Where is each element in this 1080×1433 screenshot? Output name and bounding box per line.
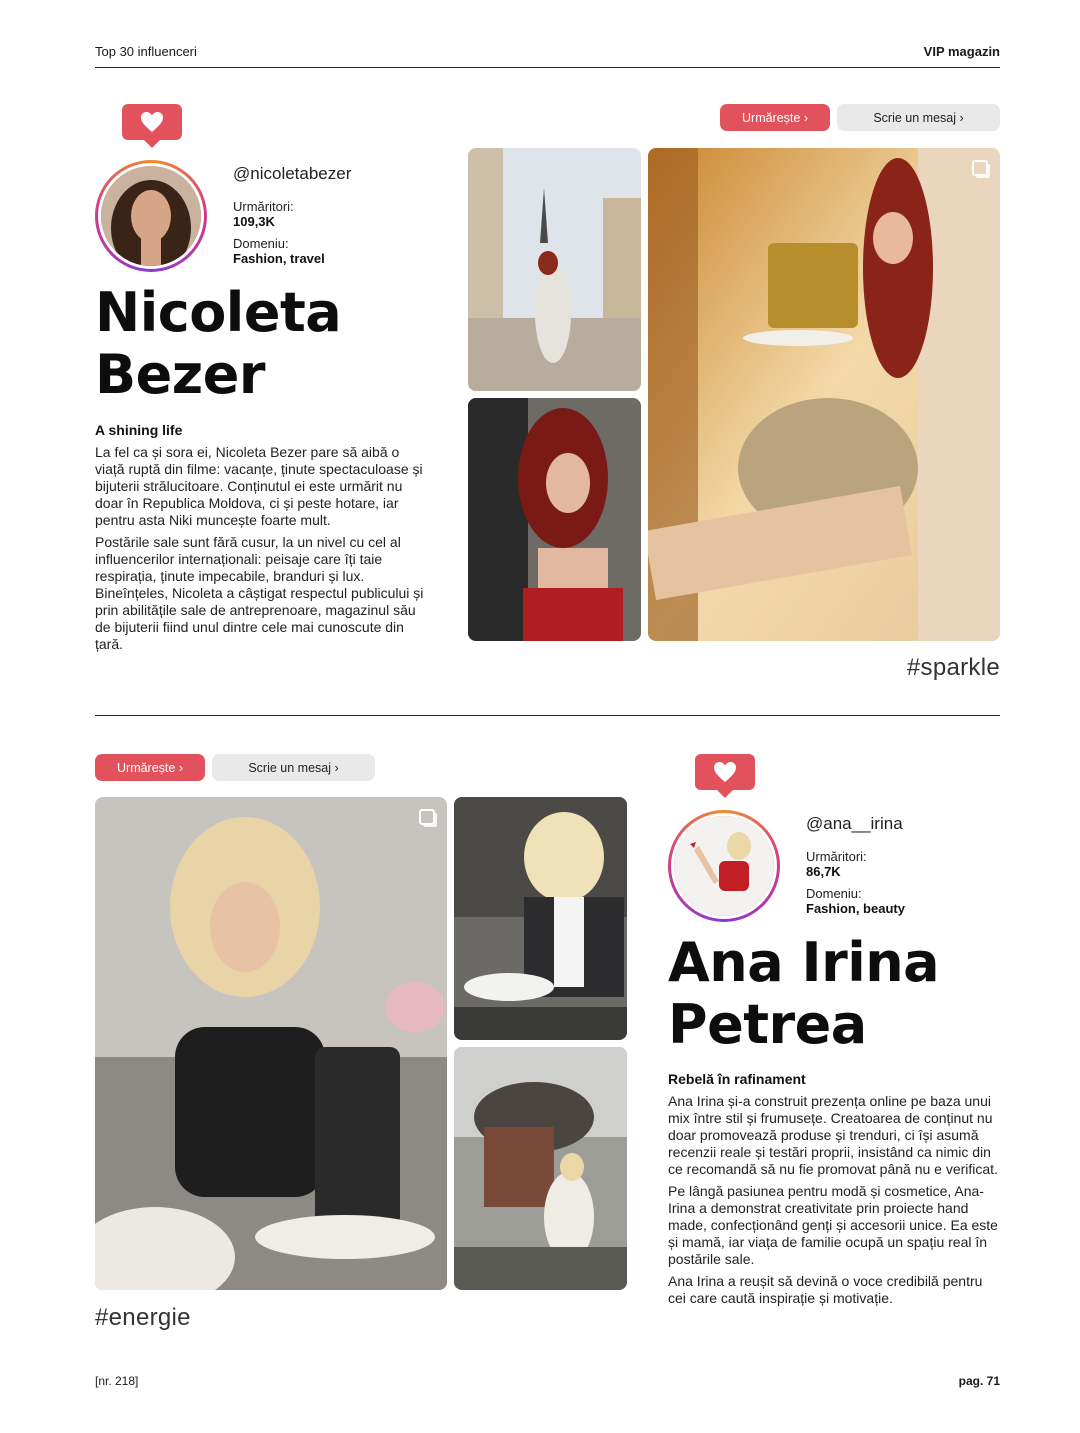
article-subheading: A shining life bbox=[95, 422, 183, 438]
article-paragraph: Postările sale sunt fără cusur, la un nivel cu cel al influencerilor internaționali: peisaje care îți taie respirația, ținute impecabile, branduri și lux. Bineînțeles, Nicoleta a câștigat respectul publicului și prin abilitățile sale de antreprenoare, magazinul său de bijuterii fiind unul dintre cele mai cunoscute din țară. bbox=[95, 534, 424, 652]
username[interactable]: @ana__irina bbox=[806, 814, 903, 833]
followers-label: Urmăritori: bbox=[233, 199, 294, 214]
article-paragraph: Pe lângă pasiunea pentru modă și cosmetice, Ana-Irina a demonstrat creativitate prin proiecte hand made, confecționând genți și accesorii unice. Ea este și mamă, iar viața de familie ocupă un spațiu real în postările sale. bbox=[668, 1183, 998, 1267]
article-paragraph: Ana Irina și-a construit prezența online pe baza unui mix între stil și frumusețe. Creatoarea de conținut nu doar promovează produse și trenduri, ci își asumă recenzii reale și testări proprii, insistând ca nimic din ce recomandă să nu fie promovat până nu e verificat. bbox=[668, 1093, 998, 1177]
profile-name-line2: Petrea bbox=[668, 993, 867, 1056]
section-divider bbox=[95, 715, 1000, 716]
post-photo-paris[interactable] bbox=[468, 148, 641, 391]
domain-value: Fashion, travel bbox=[233, 251, 325, 266]
avatar[interactable] bbox=[95, 160, 207, 272]
post-photo-featured[interactable] bbox=[95, 797, 447, 1290]
magazine-section-title: Top 30 influenceri bbox=[95, 44, 197, 59]
hashtag: #sparkle bbox=[906, 654, 1000, 681]
article-paragraph: La fel ca și sora ei, Nicoleta Bezer pare să aibă o viață ruptă din filme: vacanțe, ținute spectaculoase și bijuterii strălucitoare. Conținutul ei este urmărit nu doar în Republica Moldova, ci și peste hotare, iar pentru asta Niki muncește foarte mult. bbox=[95, 444, 423, 528]
heart-icon bbox=[140, 111, 164, 133]
header-divider bbox=[95, 67, 1000, 68]
post-photo-dining[interactable] bbox=[454, 797, 627, 1040]
article-body bbox=[95, 444, 425, 658]
magazine-name: VIP magazin bbox=[923, 44, 1000, 59]
page-number: pag. 71 bbox=[958, 1374, 1000, 1388]
username[interactable]: @nicoletabezer bbox=[233, 164, 352, 183]
domain-label: Domeniu: bbox=[233, 236, 289, 251]
follow-button[interactable]: Urmărește › bbox=[95, 754, 205, 781]
post-photo-portrait[interactable] bbox=[468, 398, 641, 641]
follow-button[interactable]: Urmărește › bbox=[720, 104, 830, 131]
like-badge[interactable] bbox=[695, 754, 755, 790]
profile-name-line1: Ana Irina bbox=[668, 931, 940, 994]
article-paragraph: Ana Irina a reușit să devină o voce credibilă pentru cei care caută inspirație și motivație. bbox=[668, 1273, 983, 1306]
followers-count: 109,3K bbox=[233, 214, 275, 229]
domain-value: Fashion, beauty bbox=[806, 901, 905, 916]
send-message-button[interactable]: Scrie un mesaj › bbox=[837, 104, 1000, 131]
issue-number: [nr. 218] bbox=[95, 1374, 139, 1388]
heart-icon bbox=[713, 761, 737, 783]
article-body bbox=[668, 1093, 1000, 1312]
profile-name bbox=[95, 282, 341, 406]
hashtag: #energie bbox=[95, 1304, 191, 1331]
domain-label: Domeniu: bbox=[806, 886, 862, 901]
avatar[interactable] bbox=[668, 810, 780, 922]
post-photo-featured[interactable] bbox=[648, 148, 1000, 641]
post-photo-garden[interactable] bbox=[454, 1047, 627, 1290]
followers-label: Urmăritori: bbox=[806, 849, 867, 864]
profile-name-line1: Nicoleta bbox=[95, 281, 342, 344]
followers-count: 86,7K bbox=[806, 864, 841, 879]
send-message-button[interactable]: Scrie un mesaj › bbox=[212, 754, 375, 781]
multiple-photos-icon bbox=[419, 809, 435, 825]
profile-name bbox=[668, 932, 939, 1056]
article-subheading: Rebelă în rafinament bbox=[668, 1071, 806, 1087]
avatar-photo bbox=[98, 163, 204, 269]
avatar-photo bbox=[671, 813, 777, 919]
profile-name-line2: Bezer bbox=[95, 343, 265, 406]
multiple-photos-icon bbox=[972, 160, 988, 176]
like-badge[interactable] bbox=[122, 104, 182, 140]
